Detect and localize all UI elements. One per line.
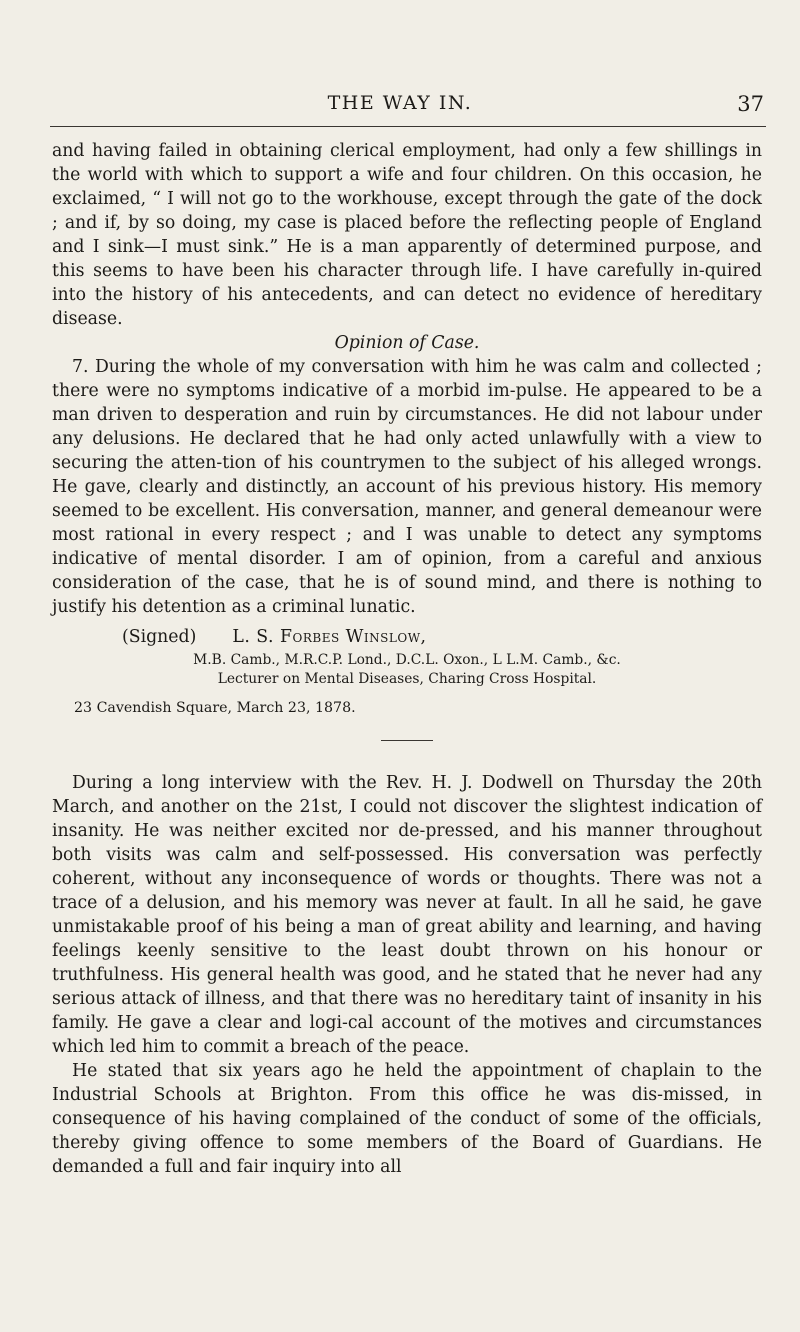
signatory-name: L. S. Forbes Winslow,	[232, 627, 427, 647]
paragraph-chaplain: He stated that six years ago he held the appointment of chaplain to the Industrial Schools at Brighton. From this office he was dis-missed, in consequence of his having complained of the conduct of some of the officials, thereby giving offence to some members of the Board of Guardians. He demanded a full and fair inquiry into all	[52, 1061, 762, 1177]
paragraph-opinion: 7. During the whole of my conversation with him he was calm and collected ; there were no symptoms indicative of a morbid im-pulse. He appeared to be a man driven to desperation and ruin by circumstances. He did not labour under any delusions. He declared that he had only acted unlawfully with a view to securing the atten-tion of his countrymen to the subject of his alleged wrongs. He gave, clearly and distinctly, an account of his previous history. His memory seemed to be excellent. His conversation, manner, and general demeanour were most rational in every respect ; and I was unable to detect any symptoms indicative of mental disorder. I am of opinion, from a careful and anxious consideration of the case, that he is of sound mind, and there is nothing to justify his detention as a criminal lunatic.	[52, 357, 762, 617]
paragraph-interview: During a long interview with the Rev. H. J. Dodwell on Thursday the 20th March, and another on the 21st, I could not discover the slightest indication of insanity. He was neither excited nor de-pressed, and his manner throughout both visits was calm and self-possessed. His conversation was perfectly coherent, without any inconsequence of words or thoughts. There was not a trace of a delusion, and his memory was never at fault. In all he said, he gave unmistakable proof of his being a man of great ability and learning, and having feelings keenly sensitive to the least doubt thrown on his honour or truthfulness. His general health was good, and he stated that he never had any serious attack of illness, and that there was no hereditary taint of insanity in his family. He gave a clear and logi-cal account of the motives and circumstances which led him to commit a breach of the peace.	[52, 773, 762, 1057]
header-rule	[50, 126, 766, 127]
signatory-credentials-block	[52, 651, 762, 689]
body-text	[52, 139, 762, 1179]
signed-label: (Signed)	[122, 627, 197, 647]
signature-line	[122, 625, 762, 649]
paragraph-continuation: and having failed in obtaining clerical employment, had only a few shillings in the world with which to support a wife and four children. On this occasion, he exclaimed, “ I will not go to the workhouse, except through the gate of the dock ; and if, by so doing, my case is placed before the reflecting people of England and I sink—I must sink.” He is a man apparently of determined purpose, and this seems to have been his character through life. I have carefully in-quired into the history of his antecedents, and can detect no evidence of hereditary disease.	[52, 141, 762, 329]
signatory-position: Lecturer on Mental Diseases, Charing Cross Hospital.	[217, 671, 597, 687]
address-date: 23 Cavendish Square, March 23, 1878.	[74, 700, 356, 716]
page-number: 37	[737, 92, 764, 116]
section-divider	[381, 740, 433, 741]
running-title: THE WAY IN.	[327, 92, 473, 114]
signatory-credentials: M.B. Camb., M.R.C.P. Lond., D.C.L. Oxon., L L.M. Camb., &c.	[193, 652, 621, 668]
section-heading: Opinion of Case.	[334, 333, 480, 353]
running-header	[0, 92, 800, 124]
